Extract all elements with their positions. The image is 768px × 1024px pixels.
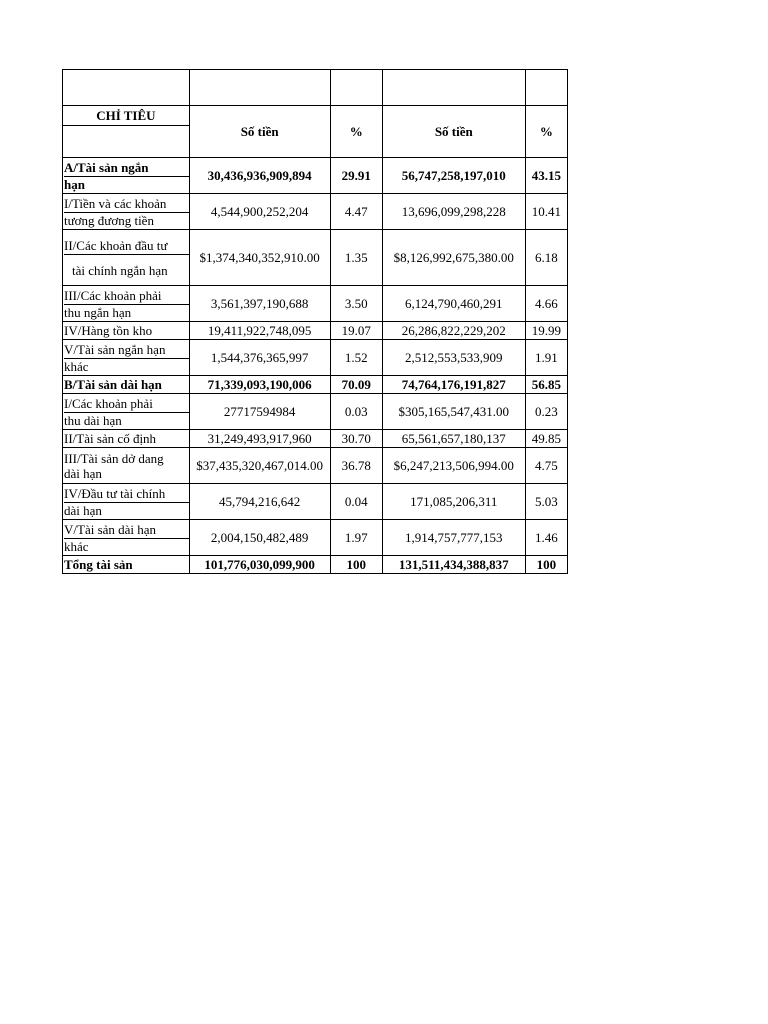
row-label: I/Tiền và các khoản tương đương tiền bbox=[63, 194, 190, 230]
blank-cell bbox=[63, 126, 190, 158]
row-pct-2: 10.41 bbox=[525, 194, 567, 230]
row-pct-2: 19.99 bbox=[525, 322, 567, 340]
row-pct-2: 56.85 bbox=[525, 376, 567, 394]
row-pct-2: 1.46 bbox=[525, 520, 567, 556]
row-pct-2: 43.15 bbox=[525, 158, 567, 194]
header-label-cell bbox=[63, 106, 190, 126]
blank-cell bbox=[189, 70, 330, 106]
row-pct-1: 1.97 bbox=[330, 520, 382, 556]
row-pct-2: 5.03 bbox=[525, 484, 567, 520]
row-amount-1: $37,435,320,467,014.00 bbox=[189, 448, 330, 484]
row-amount-2: 56,747,258,197,010 bbox=[382, 158, 525, 194]
row-label: V/Tài sản ngắn hạn khác bbox=[63, 340, 190, 376]
row-amount-1: 30,436,936,909,894 bbox=[189, 158, 330, 194]
row-pct-2: 4.75 bbox=[525, 448, 567, 484]
row-pct-1: 1.35 bbox=[330, 230, 382, 286]
row-amount-2: 13,696,099,298,228 bbox=[382, 194, 525, 230]
row-pct-2: 1.91 bbox=[525, 340, 567, 376]
table-row-total bbox=[63, 556, 568, 574]
row-label: A/Tài sản ngắn hạn bbox=[63, 158, 190, 194]
row-pct-2: 49.85 bbox=[525, 430, 567, 448]
header-pct-1: % bbox=[330, 106, 382, 158]
row-label: B/Tài sản dài hạn bbox=[63, 376, 190, 394]
table-row bbox=[63, 230, 568, 286]
row-amount-1: 3,561,397,190,688 bbox=[189, 286, 330, 322]
row-label: V/Tài sản dài hạn khác bbox=[63, 520, 190, 556]
row-amount-2: 171,085,206,311 bbox=[382, 484, 525, 520]
table-row bbox=[63, 394, 568, 430]
row-label: III/Tài sản dở dang dài hạn bbox=[63, 448, 190, 484]
row-pct-1: 19.07 bbox=[330, 322, 382, 340]
header-amount-2: Số tiền bbox=[382, 106, 525, 158]
row-amount-2: $305,165,547,431.00 bbox=[382, 394, 525, 430]
row-amount-2: 131,511,434,388,837 bbox=[382, 556, 525, 574]
row-amount-1: 4,544,900,252,204 bbox=[189, 194, 330, 230]
balance-sheet bbox=[62, 69, 568, 574]
table-row bbox=[63, 322, 568, 340]
row-amount-2: $8,126,992,675,380.00 bbox=[382, 230, 525, 286]
table-row bbox=[63, 340, 568, 376]
header-amount-1: Số tiền bbox=[189, 106, 330, 158]
header-row bbox=[63, 106, 568, 126]
row-label: IV/Đầu tư tài chính dài hạn bbox=[63, 484, 190, 520]
row-amount-1: 19,411,922,748,095 bbox=[189, 322, 330, 340]
row-amount-2: 26,286,822,229,202 bbox=[382, 322, 525, 340]
table-row bbox=[63, 520, 568, 556]
table-row bbox=[63, 376, 568, 394]
row-pct-2: 0.23 bbox=[525, 394, 567, 430]
row-amount-1: 27717594984 bbox=[189, 394, 330, 430]
row-pct-1: 100 bbox=[330, 556, 382, 574]
row-label: Tổng tài sản bbox=[63, 556, 190, 574]
blank-cell bbox=[63, 70, 190, 106]
row-amount-2: $6,247,213,506,994.00 bbox=[382, 448, 525, 484]
header-label: CHỈ TIÊU bbox=[96, 108, 156, 123]
row-amount-1: 71,339,093,190,006 bbox=[189, 376, 330, 394]
row-label: IV/Hàng tồn kho bbox=[63, 322, 190, 340]
header-pct-2: % bbox=[525, 106, 567, 158]
row-label: II/Các khoản đầu tư tài chính ngắn hạn bbox=[63, 230, 190, 286]
table-row bbox=[63, 484, 568, 520]
row-label: III/Các khoản phải thu ngắn hạn bbox=[63, 286, 190, 322]
row-pct-1: 1.52 bbox=[330, 340, 382, 376]
row-amount-2: 65,561,657,180,137 bbox=[382, 430, 525, 448]
row-pct-1: 30.70 bbox=[330, 430, 382, 448]
table-row bbox=[63, 194, 568, 230]
row-amount-1: 45,794,216,642 bbox=[189, 484, 330, 520]
row-amount-1: 31,249,493,917,960 bbox=[189, 430, 330, 448]
row-pct-1: 70.09 bbox=[330, 376, 382, 394]
row-pct-2: 100 bbox=[525, 556, 567, 574]
table-row bbox=[63, 448, 568, 484]
blank-cell bbox=[382, 70, 525, 106]
row-pct-1: 29.91 bbox=[330, 158, 382, 194]
row-amount-1: $1,374,340,352,910.00 bbox=[189, 230, 330, 286]
row-label: II/Tài sản cố định bbox=[63, 430, 190, 448]
row-pct-1: 36.78 bbox=[330, 448, 382, 484]
table-row bbox=[63, 286, 568, 322]
row-pct-1: 4.47 bbox=[330, 194, 382, 230]
row-amount-2: 1,914,757,777,153 bbox=[382, 520, 525, 556]
row-pct-2: 4.66 bbox=[525, 286, 567, 322]
row-amount-2: 74,764,176,191,827 bbox=[382, 376, 525, 394]
table-row bbox=[63, 430, 568, 448]
row-amount-1: 1,544,376,365,997 bbox=[189, 340, 330, 376]
row-pct-1: 3.50 bbox=[330, 286, 382, 322]
blank-header-row bbox=[63, 70, 568, 106]
row-amount-2: 6,124,790,460,291 bbox=[382, 286, 525, 322]
row-amount-1: 101,776,030,099,900 bbox=[189, 556, 330, 574]
row-label: I/Các khoản phải thu dài hạn bbox=[63, 394, 190, 430]
blank-cell bbox=[525, 70, 567, 106]
asset-structure-table bbox=[62, 69, 568, 574]
blank-cell bbox=[330, 70, 382, 106]
row-pct-1: 0.04 bbox=[330, 484, 382, 520]
table-row bbox=[63, 158, 568, 194]
row-amount-1: 2,004,150,482,489 bbox=[189, 520, 330, 556]
row-pct-2: 6.18 bbox=[525, 230, 567, 286]
row-pct-1: 0.03 bbox=[330, 394, 382, 430]
row-amount-2: 2,512,553,533,909 bbox=[382, 340, 525, 376]
